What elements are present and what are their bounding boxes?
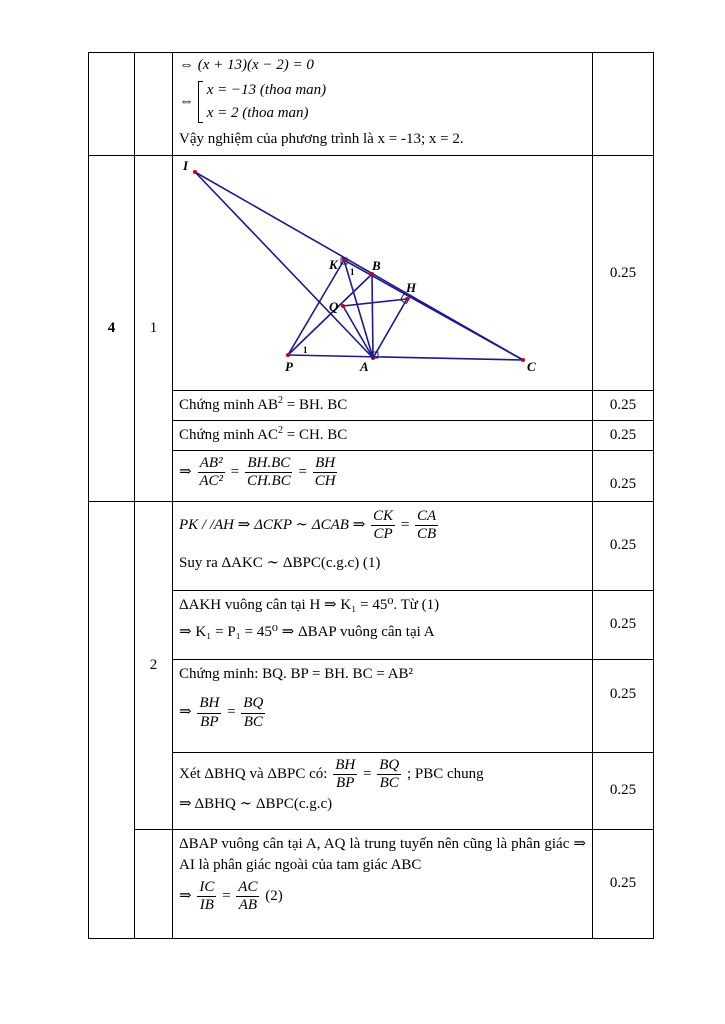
- score-step-ab2: 0.25: [593, 391, 654, 421]
- answer-table: [88, 52, 654, 939]
- geometry-figure: [173, 156, 593, 388]
- score-isosceles: 0.25: [593, 590, 654, 659]
- point-C: C: [527, 359, 536, 374]
- step-ratio: ⇒ $\frac{\text{AB²}}{\text{AC²}}$ = $\frac{BH.BC}{CH.BC}$ = $\frac{BH}{CH}$: [173, 450, 593, 501]
- question-cell-cont: [89, 501, 135, 938]
- point-Q: Q: [329, 299, 339, 314]
- score-cell-empty: [593, 53, 654, 156]
- question-number: 4: [89, 156, 135, 502]
- point-I: I: [183, 158, 189, 173]
- score-bq-bp: 0.25: [593, 659, 654, 752]
- figure-cell: [173, 156, 593, 391]
- score-similar-1: 0.25: [593, 501, 654, 590]
- line-HA: [373, 299, 407, 358]
- case-brace: [198, 79, 326, 126]
- step-bq-bp: Chứng minh: BQ. BP = BH. BC = AB² ⇒ $\frac{BH}{BP}$ = $\frac{BQ}{BC}$: [173, 659, 593, 752]
- step-bisector: ΔBAP vuông cân tại A, AQ là trung tuyến nên cũng là phân giác ⇒ AI là phân giác ngoài của tam giác ABC ⇒ $\frac{IC}{IB}$ = $\frac{AC}{AB}$ (2): [173, 829, 593, 938]
- point-H: H: [406, 280, 417, 295]
- point-B: B: [372, 258, 381, 273]
- step-similar-1: PK / /AH ⇒ ΔCKP ∼ ΔCAB ⇒ $\frac{CK}{CP}$ = $\frac{CA}{CB}$ Suy ra ΔAKC ∼ ΔBPC(c.g.c) (1): [173, 501, 593, 590]
- part-number-2: 2: [135, 501, 173, 829]
- line-PC: [288, 355, 523, 360]
- equivalence-arrow: ⇔: [179, 93, 194, 110]
- score-figure: 0.25: [593, 156, 654, 391]
- line-QH: [343, 299, 407, 306]
- angle-K1-label: 1: [350, 267, 355, 277]
- case-2: x = 2 (thoa man): [206, 105, 309, 121]
- part-number-1: 1: [135, 156, 173, 502]
- score-step-ratio: 0.25: [593, 450, 654, 501]
- conclusion-text: Vậy nghiệm của phương trình là x = -13; x = 2.: [179, 131, 464, 148]
- part-cell-empty: [135, 53, 173, 156]
- angle-P1-label: 1: [303, 345, 308, 355]
- case-1: x = −13 (thoa man): [206, 81, 327, 98]
- line-BA: [372, 274, 373, 358]
- step-similar-2: Xét ΔBHQ và ΔBPC có: $\frac{BH}{BP}$ = $\frac{BQ}{BC}$ ; PBC chung ⇒ ΔBHQ ∼ ΔBPC(c.g.c): [173, 752, 593, 829]
- step-isosceles: ΔAKH vuông cân tại H ⇒ K₁ = 45⁰. Từ (1) ⇒ K₁ = P₁ = 45⁰ ⇒ ΔBAP vuông cân tại A: [173, 590, 593, 659]
- solution-cell: [173, 53, 593, 156]
- point-P: P: [285, 359, 293, 374]
- question-cell-empty: [89, 53, 135, 156]
- point-A: A: [360, 359, 369, 374]
- step-ac2: Chứng minh $AC^2$ = CH. BC: [173, 420, 593, 450]
- point-K: K: [329, 257, 338, 272]
- score-step-ac2: 0.25: [593, 420, 654, 450]
- equation-line: ⇔ (x + 13)(x − 2) = 0: [179, 57, 314, 73]
- score-bisector: 0.25: [593, 829, 654, 938]
- part-cell-empty-2: [135, 829, 173, 938]
- score-similar-2: 0.25: [593, 752, 654, 829]
- step-ab2: Chứng minh $AB^2$ = BH. BC: [173, 391, 593, 421]
